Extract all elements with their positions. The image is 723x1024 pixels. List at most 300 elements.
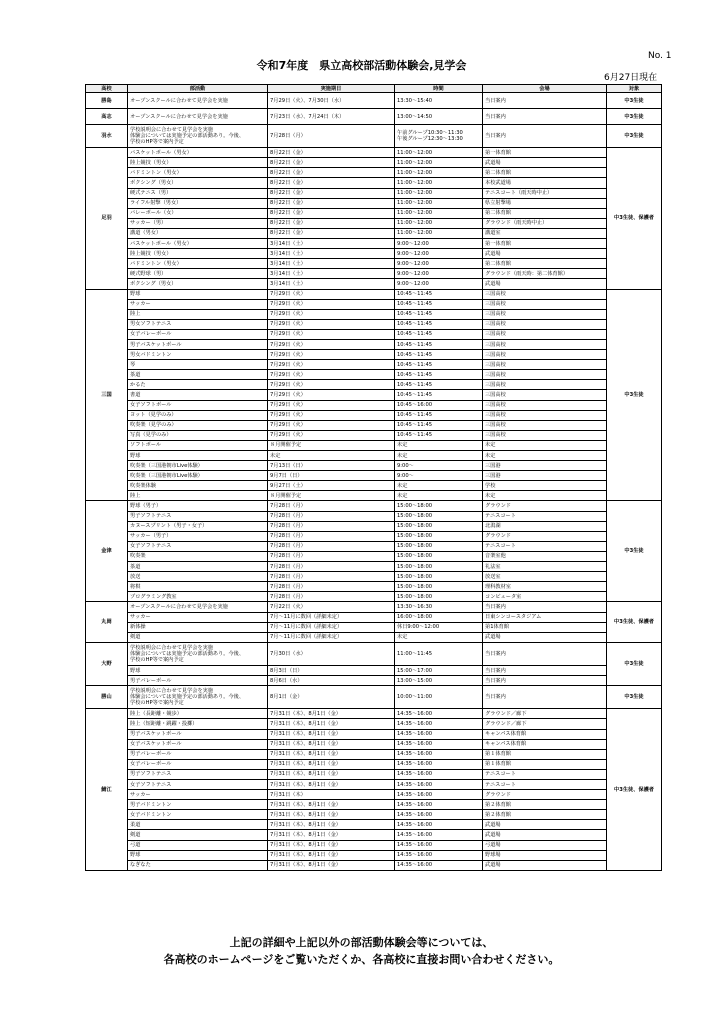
club-cell: 学校説明会に合わせて見学会を実施 体験会については実施予定の部活動あり。今後、 学校のHP等で案内予定 <box>128 686 268 709</box>
date-cell: 7月31日（木）、8月1日（金） <box>268 830 395 840</box>
time-cell: 16:00～18:00 <box>395 612 483 622</box>
time-cell: 14:35～16:00 <box>395 820 483 830</box>
club-cell: 書道 <box>128 390 268 400</box>
time-cell: 11:00～12:00 <box>395 198 483 208</box>
table-row <box>86 676 662 686</box>
time-cell: 15:00～17:00 <box>395 665 483 675</box>
club-cell: 男女バドミントン <box>128 350 268 360</box>
venue-cell: 北潟湖 <box>483 521 607 531</box>
date-cell: 7月28日（月） <box>268 125 395 148</box>
table-row <box>86 665 662 675</box>
date-cell: 7月31日（木）、8月1日（金） <box>268 729 395 739</box>
date-cell: 7月31日（木）、8月1日（金） <box>268 860 395 870</box>
table-row <box>86 299 662 309</box>
time-cell: 15:00～18:00 <box>395 582 483 592</box>
club-cell: 剣道 <box>128 632 268 642</box>
date-cell: 7月29日（火） <box>268 309 395 319</box>
time-cell: 11:00～11:45 <box>395 642 483 665</box>
club-cell: 男女ソフトテニス <box>128 319 268 329</box>
club-cell: ボクシング（男女） <box>128 178 268 188</box>
club-cell: サッカー <box>128 790 268 800</box>
table-row <box>86 420 662 430</box>
venue-cell: 三国港 <box>483 461 607 471</box>
table-row <box>86 810 662 820</box>
club-cell: 男子バスケットボール <box>128 339 268 349</box>
date-cell: 7月29日（火） <box>268 289 395 299</box>
club-cell: バドミントン（男女） <box>128 259 268 269</box>
venue-cell: 第二体育館 <box>483 259 607 269</box>
time-cell: 9:00～12:00 <box>395 239 483 249</box>
school-name: 大野 <box>86 642 128 685</box>
date-cell: 8月22日（金） <box>268 158 395 168</box>
table-row <box>86 125 662 148</box>
date-cell: 7月29日（火） <box>268 420 395 430</box>
date-cell: ８月開催予定 <box>268 440 395 450</box>
club-cell: 吹奏楽（三国港朝市Live体験） <box>128 461 268 471</box>
time-cell: 9:00～12:00 <box>395 279 483 289</box>
time-cell: 9:00～12:00 <box>395 249 483 259</box>
table-row <box>86 642 662 665</box>
table-row <box>86 461 662 471</box>
time-cell: 14:35～16:00 <box>395 810 483 820</box>
table-row <box>86 198 662 208</box>
school-name: 勝山 <box>86 686 128 709</box>
venue-cell: 講道室 <box>483 228 607 238</box>
venue-cell: 第１体育館 <box>483 749 607 759</box>
table-row <box>86 830 662 840</box>
date-cell: 7月23日（水）、7月24日（木） <box>268 109 395 125</box>
venue-cell: 武道場 <box>483 830 607 840</box>
date-cell: 7月29日（火） <box>268 430 395 440</box>
venue-cell: 武道場 <box>483 860 607 870</box>
date-cell: 7月～11月に数回（詳細未定） <box>268 622 395 632</box>
date-cell: 未定 <box>268 451 395 461</box>
date-cell: 7月29日（火） <box>268 380 395 390</box>
date-cell: 7月29日（火） <box>268 360 395 370</box>
club-cell: 弓道 <box>128 840 268 850</box>
venue-cell: コンピュータ室 <box>483 592 607 602</box>
date-cell: 7月29日（火） <box>268 329 395 339</box>
target-cell: 中3生徒、保護者 <box>607 148 662 289</box>
date-cell: 7月28日（月） <box>268 592 395 602</box>
table-row <box>86 739 662 749</box>
time-cell: 14:35～16:00 <box>395 749 483 759</box>
time-cell: 14:35～16:00 <box>395 860 483 870</box>
target-cell: 中3生徒 <box>607 501 662 602</box>
date-cell: 7月31日（木） <box>268 790 395 800</box>
venue-cell: 当日案内 <box>483 93 607 109</box>
date-cell: 7月29日（火） <box>268 319 395 329</box>
club-cell: サッカー（男子） <box>128 531 268 541</box>
time-cell: 11:00～12:00 <box>395 208 483 218</box>
time-cell: 10:45～11:45 <box>395 370 483 380</box>
date-cell: 7月28日（月） <box>268 541 395 551</box>
venue-cell: 放送室 <box>483 572 607 582</box>
time-cell: 15:00～18:00 <box>395 511 483 521</box>
time-cell: 10:45～11:45 <box>395 420 483 430</box>
table-row <box>86 228 662 238</box>
venue-cell: 第１体育館 <box>483 759 607 769</box>
time-cell: 14:35～16:00 <box>395 790 483 800</box>
club-cell: バレーボール（女） <box>128 208 268 218</box>
club-cell: プログラミング教室 <box>128 592 268 602</box>
club-cell: 新体操 <box>128 622 268 632</box>
table-row <box>86 249 662 259</box>
table-row <box>86 109 662 125</box>
time-cell: 10:00～11:00 <box>395 686 483 709</box>
date-cell: 7月31日（木）、8月1日（金） <box>268 800 395 810</box>
club-cell: 野球（男子） <box>128 501 268 511</box>
date-cell: 7月31日（木）、8月1日（金） <box>268 739 395 749</box>
table-row <box>86 551 662 561</box>
time-cell: 未定 <box>395 632 483 642</box>
club-cell: 女子バドミントン <box>128 810 268 820</box>
time-cell: 10:45～11:45 <box>395 430 483 440</box>
date-cell: 7月28日（月） <box>268 511 395 521</box>
venue-cell: 三国高校 <box>483 430 607 440</box>
venue-cell: 武道場 <box>483 279 607 289</box>
date-cell: 8月22日（金） <box>268 188 395 198</box>
date-cell: 7月～11月に数回（詳細未定） <box>268 632 395 642</box>
venue-cell: テニスコート <box>483 541 607 551</box>
table-row <box>86 572 662 582</box>
date-cell: 7月29日（火） <box>268 350 395 360</box>
venue-cell: グラウンド <box>483 790 607 800</box>
table-row <box>86 440 662 450</box>
school-name: 足羽 <box>86 148 128 289</box>
date-cell: 7月29日（火） <box>268 339 395 349</box>
club-cell: オープンスクールに合わせて見学会を実施 <box>128 93 268 109</box>
table-row <box>86 622 662 632</box>
date-cell: 7月31日（木）、8月1日（金） <box>268 749 395 759</box>
time-cell: 10:45～11:45 <box>395 410 483 420</box>
table-row <box>86 259 662 269</box>
time-cell: 未定 <box>395 491 483 501</box>
header-date: 実施期日 <box>268 85 395 93</box>
venue-cell: 三国高校 <box>483 360 607 370</box>
venue-cell: 三国高校 <box>483 289 607 299</box>
club-cell: 陸上（長距離・競歩） <box>128 709 268 719</box>
venue-cell: 第２体育館 <box>483 800 607 810</box>
date-cell: 7月30日（水） <box>268 642 395 665</box>
page-number: No. 1 <box>648 51 672 61</box>
time-cell: 10:45～11:45 <box>395 329 483 339</box>
table-row <box>86 850 662 860</box>
date-cell: 8月1日（金） <box>268 686 395 709</box>
venue-cell: グラウンド／廊下 <box>483 709 607 719</box>
club-cell: 野球 <box>128 289 268 299</box>
date-cell: 7月31日（木）、8月1日（金） <box>268 719 395 729</box>
time-cell: 10:45～11:45 <box>395 360 483 370</box>
date-cell: 3月14日（土） <box>268 269 395 279</box>
venue-cell: 武道場 <box>483 632 607 642</box>
time-cell: 14:35～16:00 <box>395 850 483 860</box>
venue-cell: グラウンド（雨天時中止） <box>483 218 607 228</box>
date-cell: 7月29日（火） <box>268 400 395 410</box>
time-cell: 14:35～16:00 <box>395 840 483 850</box>
time-cell: 11:00～12:00 <box>395 158 483 168</box>
target-cell: 中3生徒 <box>607 125 662 148</box>
club-cell: 吹奏楽（三国港朝市Live体験） <box>128 471 268 481</box>
club-cell: 陸上（短距離・跳躍・投擲） <box>128 719 268 729</box>
header-venue: 会場 <box>483 85 607 93</box>
club-cell: 女子バレーボール <box>128 329 268 339</box>
time-cell: 午前グループ10:30～11:30 午後グループ12:30～13:30 <box>395 125 483 148</box>
club-cell: 放送 <box>128 572 268 582</box>
venue-cell: 理科教材室 <box>483 582 607 592</box>
club-cell: 野球 <box>128 850 268 860</box>
club-cell: 吹奏楽体験 <box>128 481 268 491</box>
table-row <box>86 491 662 501</box>
date-cell: 7月31日（木）、8月1日（金） <box>268 810 395 820</box>
venue-cell: 第二体育館 <box>483 208 607 218</box>
club-cell: 陸上 <box>128 309 268 319</box>
venue-cell: 当日案内 <box>483 686 607 709</box>
table-row <box>86 289 662 299</box>
club-cell: ライフル射撃（男女） <box>128 198 268 208</box>
club-cell: ボクシング（男女） <box>128 279 268 289</box>
time-cell: 9:00～ <box>395 461 483 471</box>
date-cell: 8月22日（金） <box>268 198 395 208</box>
table-row <box>86 719 662 729</box>
time-cell: 未定 <box>395 451 483 461</box>
footer-line-1: 上記の詳細や上記以外の部活動体験会等については、 <box>229 936 494 949</box>
club-cell: サッカー <box>128 612 268 622</box>
time-cell: 13:30～16:30 <box>395 602 483 612</box>
time-cell: 休日9:00～12:00 <box>395 622 483 632</box>
table-row <box>86 471 662 481</box>
date-cell: 8月6日（水） <box>268 676 395 686</box>
date-cell: 9月27日（土） <box>268 481 395 491</box>
table-row <box>86 541 662 551</box>
date-cell: 7月31日（木）、8月1日（金） <box>268 759 395 769</box>
date-cell: 7月29日（火） <box>268 390 395 400</box>
time-cell: 14:35～16:00 <box>395 729 483 739</box>
page-title: 令和7年度 県立高校部活動体験会,見学会 <box>256 59 467 72</box>
date-cell: 7月28日（月） <box>268 531 395 541</box>
venue-cell: 三国高校 <box>483 380 607 390</box>
time-cell: 10:45～11:45 <box>395 289 483 299</box>
club-cell: オープンスクールに合わせて見学会を実施 <box>128 602 268 612</box>
table-row <box>86 168 662 178</box>
club-cell: 琴 <box>128 360 268 370</box>
venue-cell: 未定 <box>483 440 607 450</box>
club-cell: サッカー（男） <box>128 218 268 228</box>
header-club: 部活動 <box>128 85 268 93</box>
date-cell: 7月31日（木）、8月1日（金） <box>268 840 395 850</box>
table-row <box>86 511 662 521</box>
time-cell: 11:00～12:00 <box>395 168 483 178</box>
venue-cell: 三国高校 <box>483 370 607 380</box>
club-cell: 女子バスケットボール <box>128 739 268 749</box>
venue-cell: キャンパス体育館 <box>483 729 607 739</box>
table-row <box>86 93 662 109</box>
time-cell: 10:45～11:45 <box>395 350 483 360</box>
target-cell: 中3生徒、保護者 <box>607 709 662 871</box>
table-row <box>86 531 662 541</box>
table-row <box>86 218 662 228</box>
club-cell: 学校説明会に合わせて見学会を実施 体験会については実施予定の部活動あり。今後、 学校のHP等で案内予定 <box>128 125 268 148</box>
table-row <box>86 410 662 420</box>
table-row <box>86 790 662 800</box>
table-row <box>86 612 662 622</box>
club-cell: 硬式野球（男） <box>128 269 268 279</box>
date-cell: 7月29日（火） <box>268 299 395 309</box>
date-cell: 7月29日（火） <box>268 370 395 380</box>
club-cell: 学校説明会に合わせて見学会を実施 体験会については実施予定の部活動あり。今後、 学校のHP等で案内予定 <box>128 642 268 665</box>
target-cell: 中3生徒 <box>607 289 662 501</box>
date-cell: 7月28日（月） <box>268 562 395 572</box>
table-row <box>86 769 662 779</box>
table-row <box>86 521 662 531</box>
header-school: 高校 <box>86 85 128 93</box>
time-cell: 未定 <box>395 481 483 491</box>
venue-cell: テニスコート <box>483 511 607 521</box>
time-cell: 11:00～12:00 <box>395 218 483 228</box>
table-row <box>86 686 662 709</box>
venue-cell: 未定 <box>483 491 607 501</box>
table-row <box>86 602 662 612</box>
venue-cell: グラウンド（雨天時：第二体育館） <box>483 269 607 279</box>
club-cell: 陸上 <box>128 491 268 501</box>
table-row <box>86 350 662 360</box>
table-row <box>86 380 662 390</box>
schedule-table <box>85 84 662 871</box>
venue-cell: グラウンド <box>483 501 607 511</box>
date-cell: 7月29日（火）、7月30日（水） <box>268 93 395 109</box>
venue-cell: 第二体育館 <box>483 168 607 178</box>
time-cell: 未定 <box>395 440 483 450</box>
venue-cell: キャンパス体育館 <box>483 739 607 749</box>
date-cell: 3月14日（土） <box>268 239 395 249</box>
time-cell: 14:35～16:00 <box>395 709 483 719</box>
date-cell: 8月3日（日） <box>268 665 395 675</box>
table-row <box>86 390 662 400</box>
time-cell: 10:45～11:45 <box>395 299 483 309</box>
table-row <box>86 820 662 830</box>
table-row <box>86 370 662 380</box>
table-header-row <box>86 85 662 93</box>
table-row <box>86 269 662 279</box>
time-cell: 14:35～16:00 <box>395 719 483 729</box>
date-cell: 7月28日（月） <box>268 551 395 561</box>
date-cell: 7月29日（火） <box>268 410 395 420</box>
table-row <box>86 749 662 759</box>
time-cell: 15:00～18:00 <box>395 521 483 531</box>
venue-cell: 当日案内 <box>483 125 607 148</box>
venue-cell: 武道場 <box>483 158 607 168</box>
club-cell: かるた <box>128 380 268 390</box>
time-cell: 11:00～12:00 <box>395 148 483 158</box>
table-row <box>86 451 662 461</box>
date-cell: 7月31日（木）、8月1日（金） <box>268 769 395 779</box>
venue-cell: 礼法室 <box>483 562 607 572</box>
school-name: 勝島 <box>86 93 128 109</box>
club-cell: ヨット（見学のみ） <box>128 410 268 420</box>
venue-cell: 三国高校 <box>483 350 607 360</box>
venue-cell: 音楽室他 <box>483 551 607 561</box>
venue-cell: 当日案内 <box>483 109 607 125</box>
club-cell: 茶道 <box>128 370 268 380</box>
club-cell: 男子バレーボール <box>128 749 268 759</box>
date-cell: 8月22日（金） <box>268 208 395 218</box>
time-cell: 15:00～18:00 <box>395 541 483 551</box>
table-row <box>86 430 662 440</box>
venue-cell: 三国高校 <box>483 309 607 319</box>
date-cell: 7月～11月に数回（詳細未定） <box>268 612 395 622</box>
date-cell: 7月28日（月） <box>268 521 395 531</box>
venue-cell: 本校武道場 <box>483 178 607 188</box>
target-cell: 中3生徒 <box>607 686 662 709</box>
venue-cell: 武道場 <box>483 249 607 259</box>
school-name: 金津 <box>86 501 128 602</box>
venue-cell: 当日案内 <box>483 642 607 665</box>
table-row <box>86 239 662 249</box>
school-name: 三国 <box>86 289 128 501</box>
club-cell: 写真（見学のみ） <box>128 430 268 440</box>
venue-cell: テニスコート <box>483 780 607 790</box>
date-cell: 7月31日（木）、8月1日（金） <box>268 709 395 719</box>
club-cell: バスケットボール（男女） <box>128 239 268 249</box>
venue-cell: 未定 <box>483 451 607 461</box>
time-cell: 10:45～11:45 <box>395 309 483 319</box>
venue-cell: 弓道場 <box>483 840 607 850</box>
time-cell: 14:35～16:00 <box>395 830 483 840</box>
date-cell: 7月28日（月） <box>268 582 395 592</box>
venue-cell: 当日案内 <box>483 665 607 675</box>
table-row <box>86 632 662 642</box>
club-cell: 陸上競技（男女） <box>128 158 268 168</box>
table-row <box>86 592 662 602</box>
table-row <box>86 800 662 810</box>
date-cell: 8月22日（金） <box>268 228 395 238</box>
venue-cell: 第一体育館 <box>483 239 607 249</box>
venue-cell: テニスコート（雨天時中止） <box>483 188 607 198</box>
club-cell: 野球 <box>128 665 268 675</box>
date-cell: 8月22日（金） <box>268 218 395 228</box>
time-cell: 14:35～16:00 <box>395 769 483 779</box>
club-cell: サッカー <box>128 299 268 309</box>
venue-cell: 三国高校 <box>483 400 607 410</box>
date-cell: 7月22日（火） <box>268 602 395 612</box>
time-cell: 9:00～12:00 <box>395 269 483 279</box>
club-cell: 男子ソフトテニス <box>128 769 268 779</box>
club-cell: バスケットボール（男女） <box>128 148 268 158</box>
target-cell: 中3生徒、保護者 <box>607 602 662 642</box>
target-cell: 中3生徒 <box>607 642 662 685</box>
club-cell: なぎなた <box>128 860 268 870</box>
venue-cell: 第２体育館 <box>483 810 607 820</box>
club-cell: 女子ソフトテニス <box>128 541 268 551</box>
school-name: 羽水 <box>86 125 128 148</box>
venue-cell: 三国高校 <box>483 339 607 349</box>
club-cell: 講道（男女） <box>128 228 268 238</box>
table-row <box>86 279 662 289</box>
table-row <box>86 481 662 491</box>
club-cell: 女子ソフトテニス <box>128 780 268 790</box>
venue-cell: 当日案内 <box>483 676 607 686</box>
venue-cell: グラウンド <box>483 531 607 541</box>
venue-cell: 学校 <box>483 481 607 491</box>
club-cell: カヌースプリント（男子・女子） <box>128 521 268 531</box>
club-cell: 硬式テニス（男） <box>128 188 268 198</box>
venue-cell: 第1体育館 <box>483 622 607 632</box>
date-cell: ８月開催予定 <box>268 491 395 501</box>
table-row <box>86 188 662 198</box>
club-cell: 陸上競技（男女） <box>128 249 268 259</box>
header-time: 時間 <box>395 85 483 93</box>
time-cell: 10:45～11:45 <box>395 319 483 329</box>
